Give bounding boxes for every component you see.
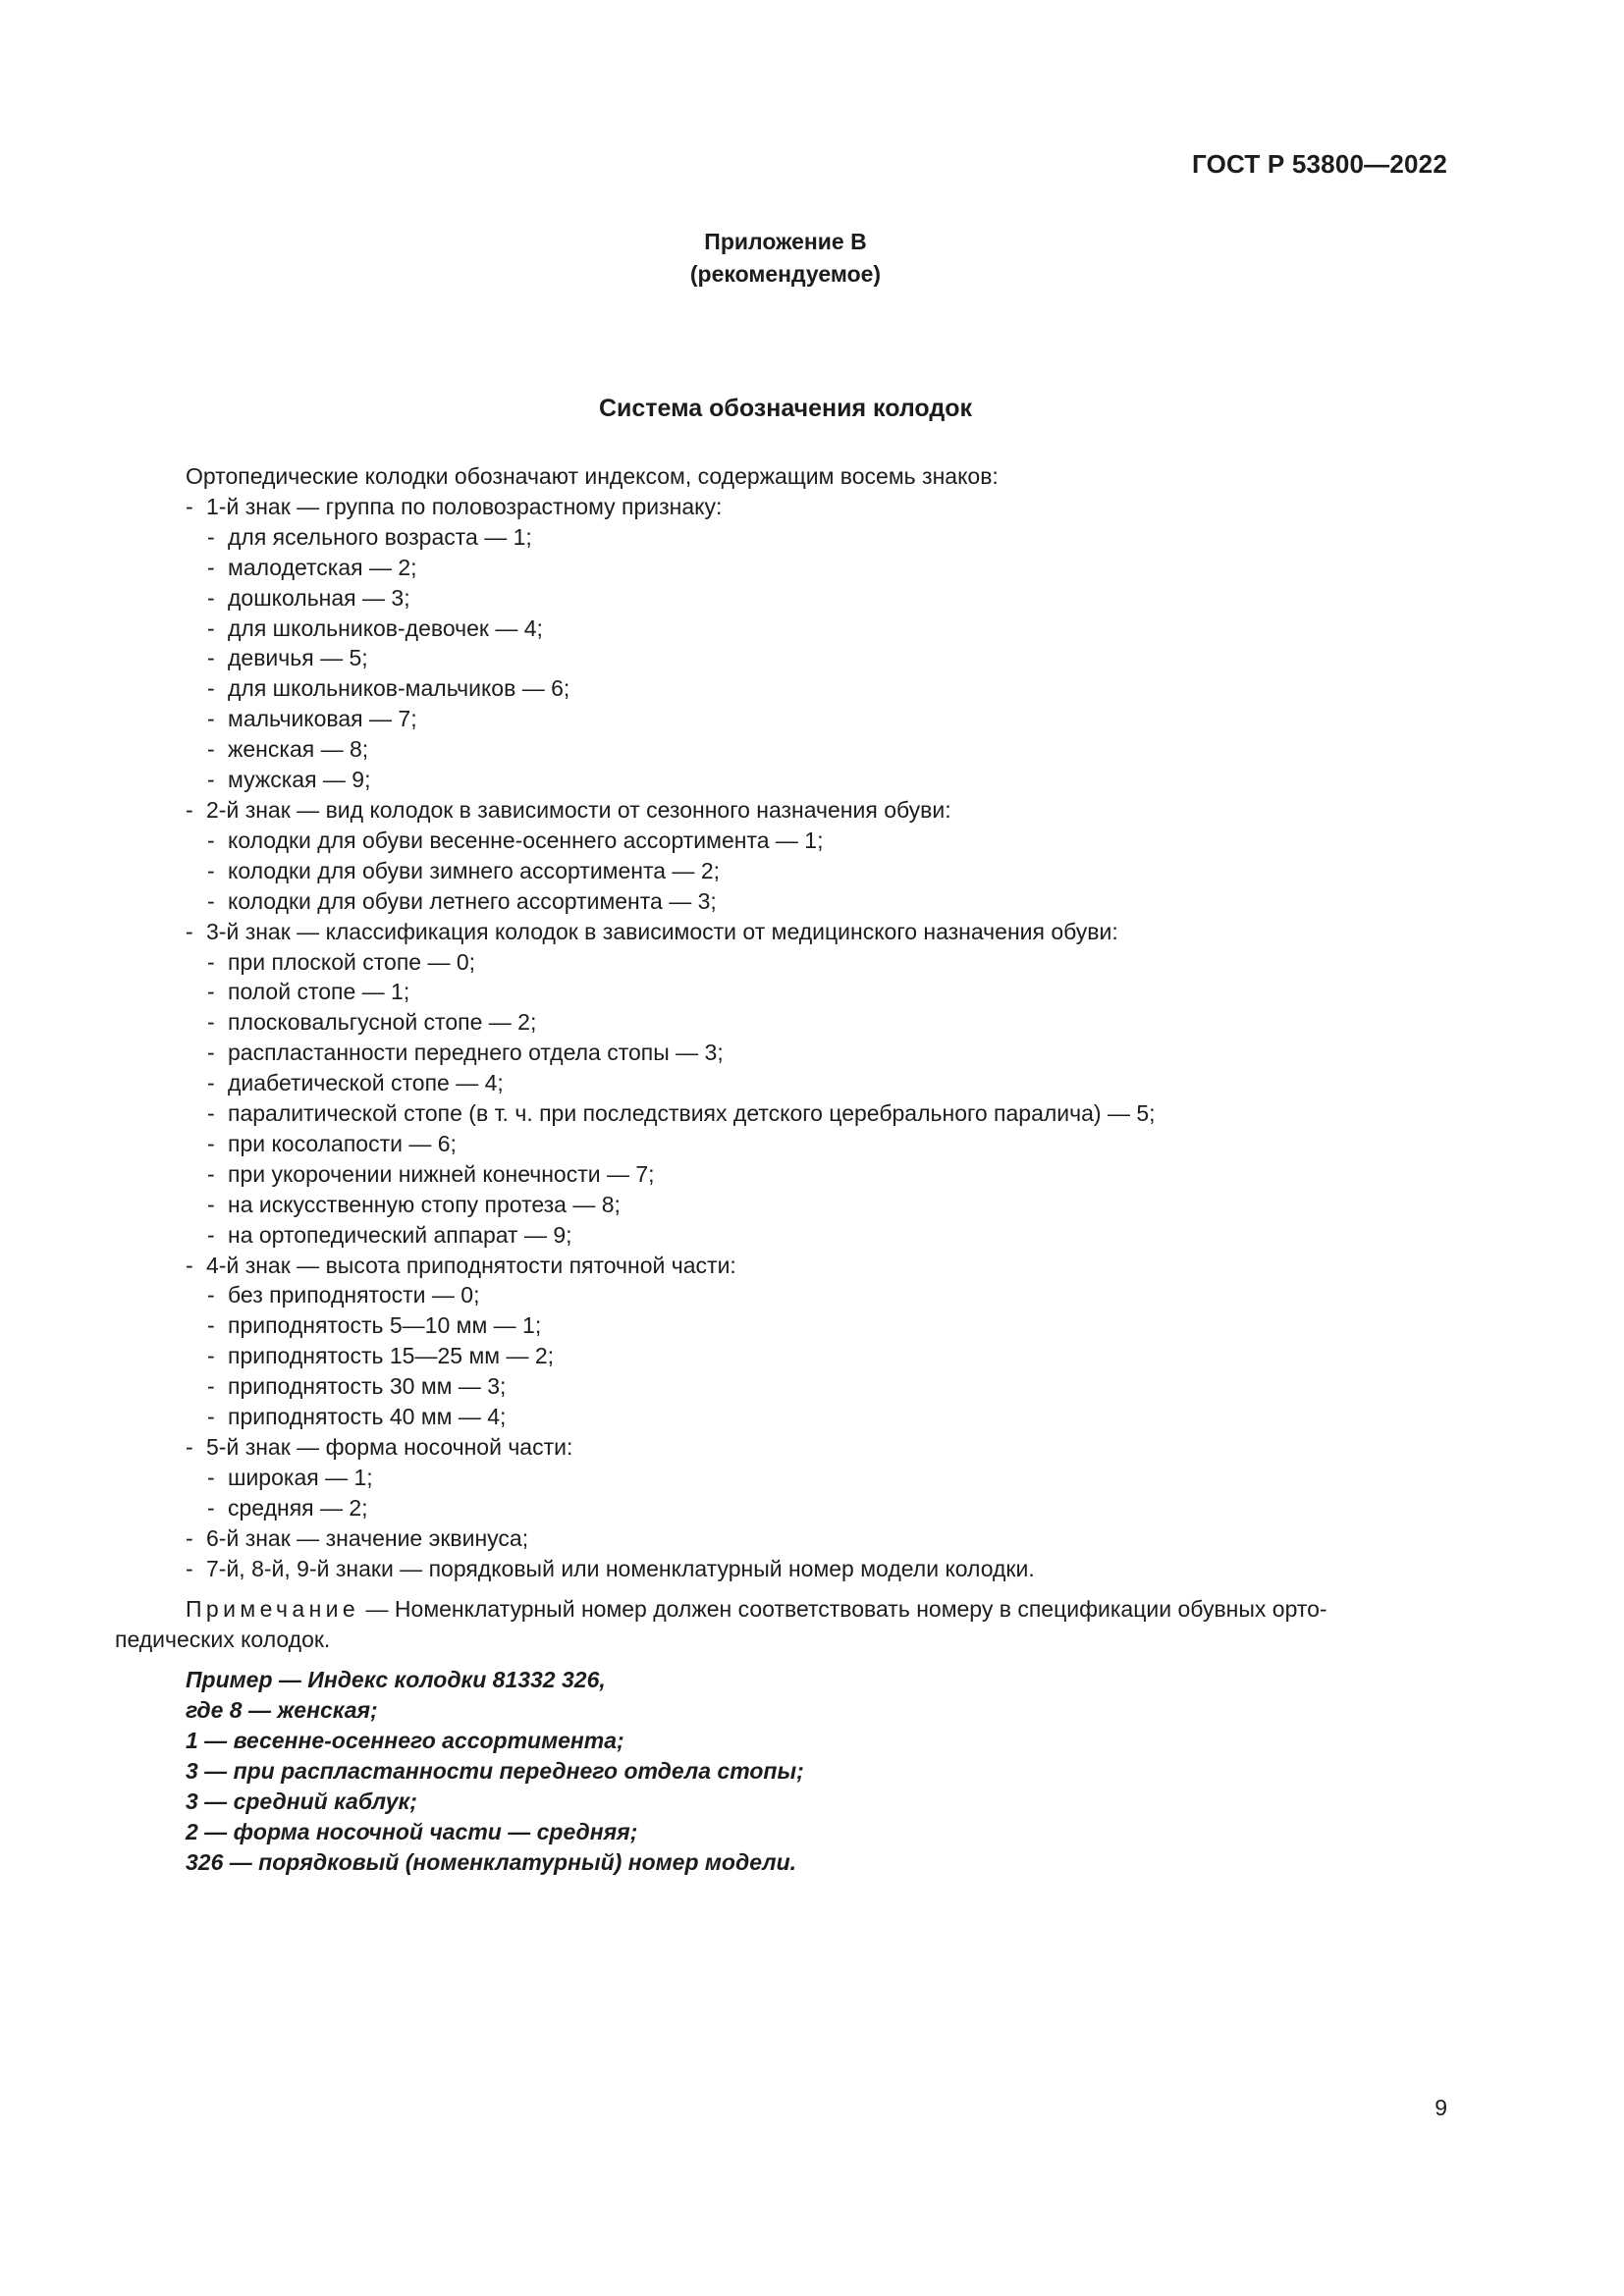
sub-list-item bbox=[115, 1493, 1447, 1523]
list-dash: - bbox=[207, 1312, 215, 1339]
list-dash: - bbox=[207, 554, 215, 580]
list-item-text: приподнятость 5—10 мм — 1; bbox=[228, 1312, 542, 1339]
example-line: 1 — весенне-осеннего ассортимента; bbox=[186, 1727, 624, 1753]
list-item-text: для школьников-мальчиков — 6; bbox=[228, 675, 570, 702]
list-item-text: приподнятость 40 мм — 4; bbox=[228, 1404, 507, 1430]
list-item-text: на ортопедический аппарат — 9; bbox=[228, 1221, 572, 1248]
list-item-text: распластанности переднего отдела стопы — 3; bbox=[228, 1040, 724, 1066]
list-item-text: мужская — 9; bbox=[228, 767, 371, 793]
list-dash: - bbox=[207, 675, 215, 702]
sub-list-item bbox=[115, 1159, 1447, 1190]
list-item-text: 3-й знак — классификация колодок в зависимости от медицинского назначения обуви: bbox=[206, 918, 1118, 944]
document-code: ГОСТ Р 53800—2022 bbox=[1192, 149, 1447, 179]
list-dash: - bbox=[207, 1070, 215, 1096]
list-item-text: средняя — 2; bbox=[228, 1494, 368, 1521]
list-dash: - bbox=[207, 1343, 215, 1369]
list-item-text: без приподнятости — 0; bbox=[228, 1282, 480, 1308]
note-text-continued: педических колодок. bbox=[115, 1626, 331, 1652]
list-item bbox=[115, 795, 1447, 826]
list-item-text: приподнятость 30 мм — 3; bbox=[228, 1373, 507, 1400]
list-item-text: 2-й знак — вид колодок в зависимости от сезонного назначения обуви: bbox=[206, 796, 951, 823]
list-item-text: при плоской стопе — 0; bbox=[228, 948, 476, 975]
list-item-text: приподнятость 15—25 мм — 2; bbox=[228, 1343, 555, 1369]
sub-list-item bbox=[115, 1280, 1447, 1310]
list-dash: - bbox=[207, 706, 215, 732]
list-dash: - bbox=[207, 979, 215, 1005]
list-dash: - bbox=[207, 1100, 215, 1127]
list-dash: - bbox=[207, 948, 215, 975]
list-item bbox=[115, 492, 1447, 522]
sub-list-item bbox=[115, 643, 1447, 673]
document-body bbox=[115, 461, 1447, 1878]
list-dash: - bbox=[186, 796, 193, 823]
list-item-text: колодки для обуви зимнего ассортимента — 2; bbox=[228, 857, 721, 883]
list-dash: - bbox=[207, 1221, 215, 1248]
list-dash: - bbox=[207, 1160, 215, 1187]
list-item-text: диабетической стопе — 4; bbox=[228, 1070, 504, 1096]
sub-list-item bbox=[115, 1402, 1447, 1432]
sub-list-item bbox=[115, 765, 1447, 795]
sub-list-item bbox=[115, 1007, 1447, 1038]
list-item-text: женская — 8; bbox=[228, 736, 369, 763]
list-item-text: при укорочении нижней конечности — 7; bbox=[228, 1160, 655, 1187]
list-dash: - bbox=[207, 1040, 215, 1066]
list-item bbox=[115, 917, 1447, 947]
sub-list-item bbox=[115, 583, 1447, 614]
sub-list-item bbox=[115, 1038, 1447, 1068]
list-dash: - bbox=[207, 1009, 215, 1036]
sub-list-item bbox=[115, 1098, 1447, 1129]
list-dash: - bbox=[207, 1130, 215, 1156]
list-dash: - bbox=[207, 614, 215, 641]
note-text: — Номенклатурный номер должен соответствовать номеру в спецификации обувных орто- bbox=[359, 1595, 1327, 1622]
list-item-text: 7-й, 8-й, 9-й знаки — порядковый или номенклатурный номер модели колодки. bbox=[206, 1555, 1035, 1581]
sub-list-item bbox=[115, 704, 1447, 734]
sub-list-item bbox=[115, 614, 1447, 644]
example-line: 3 — средний каблук; bbox=[186, 1788, 417, 1814]
list-item-text: малодетская — 2; bbox=[228, 554, 417, 580]
list-item-text: паралитической стопе (в т. ч. при последствиях детского церебрального паралича) — 5; bbox=[228, 1100, 1156, 1127]
example-line: где 8 — женская; bbox=[186, 1696, 378, 1723]
list-dash: - bbox=[186, 1555, 193, 1581]
sub-list-item bbox=[115, 1371, 1447, 1402]
list-item bbox=[115, 1251, 1447, 1281]
list-dash: - bbox=[186, 493, 193, 519]
sub-list-item bbox=[115, 734, 1447, 765]
list-item-text: дошкольная — 3; bbox=[228, 584, 410, 611]
list-item bbox=[115, 1432, 1447, 1463]
list-dash: - bbox=[207, 1282, 215, 1308]
list-item-text: колодки для обуви весенне-осеннего ассортимента — 1; bbox=[228, 827, 824, 853]
sub-list-item bbox=[115, 522, 1447, 553]
example-block bbox=[115, 1665, 1447, 1878]
list-dash: - bbox=[207, 1373, 215, 1400]
list-dash: - bbox=[207, 1464, 215, 1490]
list-item-text: мальчиковая — 7; bbox=[228, 706, 417, 732]
list-dash: - bbox=[186, 1252, 193, 1278]
list-item-text: плосковальгусной стопе — 2; bbox=[228, 1009, 537, 1036]
sub-list-item bbox=[115, 1220, 1447, 1251]
sub-list-item bbox=[115, 673, 1447, 704]
list-item-text: девичья — 5; bbox=[228, 645, 368, 671]
sub-list-item bbox=[115, 1068, 1447, 1098]
list-dash: - bbox=[207, 767, 215, 793]
list-dash: - bbox=[207, 1404, 215, 1430]
list-item-text: на искусственную стопу протеза — 8; bbox=[228, 1191, 621, 1217]
example-line: 2 — форма носочной части — средняя; bbox=[186, 1818, 638, 1844]
example-line: 3 — при распластанности переднего отдела стопы; bbox=[186, 1757, 804, 1784]
list-dash: - bbox=[186, 1434, 193, 1460]
sub-list-item bbox=[115, 1341, 1447, 1371]
list-item-text: 5-й знак — форма носочной части: bbox=[206, 1434, 573, 1460]
list-dash: - bbox=[207, 523, 215, 550]
sub-list-item bbox=[115, 553, 1447, 583]
list-item-text: для школьников-девочек — 4; bbox=[228, 614, 543, 641]
note-paragraph bbox=[115, 1594, 1447, 1655]
list-dash: - bbox=[207, 1191, 215, 1217]
example-line: Пример — Индекс колодки 81332 326, bbox=[186, 1666, 606, 1692]
note-label: Примечание bbox=[186, 1595, 360, 1622]
sub-list-item bbox=[115, 1129, 1447, 1159]
designation-list bbox=[115, 492, 1447, 1584]
list-item-text: колодки для обуви летнего ассортимента — 3; bbox=[228, 887, 717, 914]
section-heading: Система обозначения колодок bbox=[598, 395, 973, 422]
list-item-text: при косолапости — 6; bbox=[228, 1130, 457, 1156]
list-item-text: широкая — 1; bbox=[228, 1464, 373, 1490]
example-line: 326 — порядковый (номенклатурный) номер модели. bbox=[186, 1848, 797, 1875]
list-dash: - bbox=[207, 887, 215, 914]
list-item-text: для ясельного возраста — 1; bbox=[228, 523, 532, 550]
list-dash: - bbox=[207, 736, 215, 763]
sub-list-item bbox=[115, 1310, 1447, 1341]
list-item-text: 1-й знак — группа по половозрастному признаку: bbox=[206, 493, 723, 519]
annex-block bbox=[0, 226, 1571, 291]
list-item-text: 4-й знак — высота приподнятости пяточной части: bbox=[206, 1252, 736, 1278]
list-dash: - bbox=[207, 1494, 215, 1521]
annex-title: Приложение В bbox=[704, 229, 867, 254]
list-dash: - bbox=[207, 645, 215, 671]
list-dash: - bbox=[207, 857, 215, 883]
intro-paragraph: Ортопедические колодки обозначают индексом, содержащим восемь знаков: bbox=[186, 463, 999, 489]
list-dash: - bbox=[186, 1524, 193, 1551]
sub-list-item bbox=[115, 1463, 1447, 1493]
sub-list-item bbox=[115, 1190, 1447, 1220]
list-dash: - bbox=[207, 584, 215, 611]
list-item-text: 6-й знак — значение эквинуса; bbox=[206, 1524, 529, 1551]
sub-list-item bbox=[115, 826, 1447, 856]
list-dash: - bbox=[186, 918, 193, 944]
list-item bbox=[115, 1554, 1447, 1584]
list-item-text: полой стопе — 1; bbox=[228, 979, 410, 1005]
list-dash: - bbox=[207, 827, 215, 853]
list-item bbox=[115, 1523, 1447, 1554]
annex-subtitle: (рекомендуемое) bbox=[689, 261, 882, 287]
page-number: 9 bbox=[1435, 2095, 1447, 2120]
sub-list-item bbox=[115, 856, 1447, 886]
sub-list-item bbox=[115, 947, 1447, 978]
sub-list-item bbox=[115, 977, 1447, 1007]
sub-list-item bbox=[115, 886, 1447, 917]
